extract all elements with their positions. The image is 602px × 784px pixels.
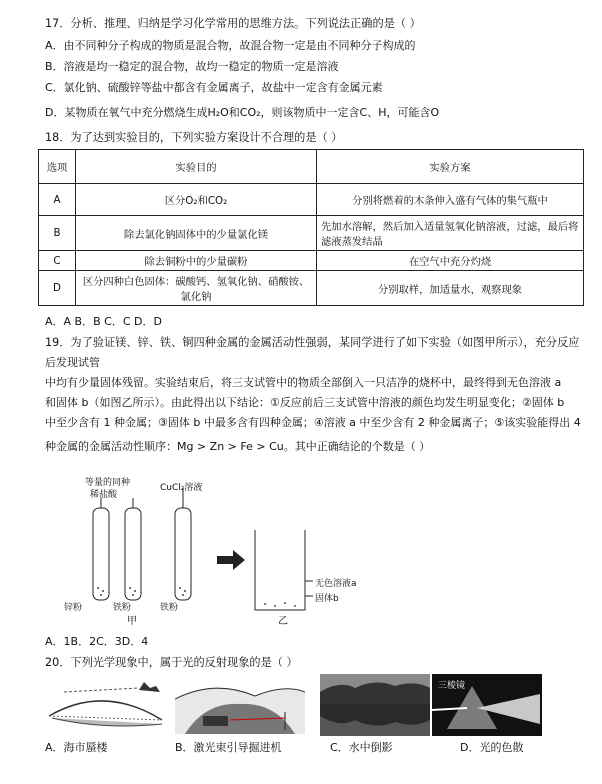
q19-line3: 中均有少量固体残留。实验结束后，将三支试管中的物质全部倒入一只洁净的烧杯中，最终得到无色溶液 a xyxy=(45,376,562,389)
table-cell: 分别将燃着的木条伸入盛有气体的集气瓶中 xyxy=(317,184,584,216)
q20-stem: 20．下列光学现象中，属于光的反射现象的是（ ） xyxy=(45,656,298,669)
table-cell: 除去氯化钠固体中的少量氯化镁 xyxy=(76,216,317,251)
mirage-image xyxy=(44,674,166,734)
q17-stem: 17．分析、推理、归纳是学习化学常用的思维方法。下列说法正确的是（ ） xyxy=(45,17,421,30)
q17-option-b: B．溶液是均一稳定的混合物，故均一稳定的物质一定是溶液 xyxy=(45,60,339,73)
test-tube-2 xyxy=(125,508,141,600)
table-cell: 区分O₂和CO₂ xyxy=(76,184,317,216)
q19-line2: 后发现试管 xyxy=(45,356,100,369)
q20-option-a: A．海市蜃楼 xyxy=(45,741,108,754)
q20-option-d: D．光的色散 xyxy=(460,741,524,754)
q17-option-d: D．某物质在氧气中充分燃烧生成H₂O和CO₂，则该物质中一定含C、H，可能含O xyxy=(45,106,440,119)
table-cell: C xyxy=(39,251,76,271)
q18-table xyxy=(38,149,584,306)
table-cell: A xyxy=(39,184,76,216)
arrow-icon xyxy=(217,550,245,570)
q19-line1: 19．为了验证镁、锌、铁、铜四种金属的金属活动性强弱，某同学进行了如下实验（如图甲所示），充分反应 xyxy=(45,336,580,349)
table-header-scheme: 实验方案 xyxy=(317,150,584,184)
q19-line5: 中至少含有 1 种金属；③固体 b 中最多含有四种金属；④溶液 a 中至少含有 2 种金属离子；⑤该实验能得出 4 xyxy=(45,416,581,429)
fig-label-zn: 锌粉 xyxy=(64,603,83,613)
solid-b-dots xyxy=(264,602,296,607)
prism-label: 三棱镜 xyxy=(438,681,466,691)
table-header-option: 选项 xyxy=(39,150,76,184)
fig-caption-jia: 甲 xyxy=(127,616,137,627)
fig-label-fe1: 铁粉 xyxy=(113,603,132,613)
table-cell: 除去铜粉中的少量碳粉 xyxy=(76,251,317,271)
fig-label-solution: 无色溶液a xyxy=(315,579,357,589)
fig-label-cucl2: CuCl₂溶液 xyxy=(160,483,203,493)
fig-label-fe2: 铁粉 xyxy=(160,603,179,613)
q17-option-a: A．由不同种分子构成的物质是混合物，故混合物一定是由不同种分子构成的 xyxy=(45,39,416,52)
table-cell: 在空气中充分灼烧 xyxy=(317,251,584,271)
table-cell: 先加水溶解，然后加入适量氢氧化钠溶液，过滤，最后将滤液蒸发结晶 xyxy=(317,216,584,251)
table-header-purpose: 实验目的 xyxy=(76,150,317,184)
laser-image xyxy=(175,674,305,734)
fig-caption-yi: 乙 xyxy=(278,616,288,627)
q19-line4: 和固体 b（如图乙所示）。由此得出以下结论：①反应前后三支试管中溶液的颜色均发生明显变化；②固体 b xyxy=(45,396,565,409)
table-cell: 分别取样，加适量水，观察现象 xyxy=(317,271,584,306)
q20-option-b: B．激光束引导掘进机 xyxy=(175,741,282,754)
beaker xyxy=(255,530,305,610)
fig-label-solid: 固体b xyxy=(315,594,339,604)
q18-options: A．A B．B C．C D．D xyxy=(45,315,162,328)
table-cell: B xyxy=(39,216,76,251)
table-cell: D xyxy=(39,271,76,306)
q19-line6: 种金属的金属活动性顺序：Mg > Zn > Fe > Cu。其中正确结论的个数是（ ） xyxy=(45,440,431,453)
table-cell: 区分四种白色固体：碳酸钙、氢氧化钠、硝酸铵、氯化钠 xyxy=(76,271,317,306)
q20-option-c: C．水中倒影 xyxy=(330,741,393,754)
test-tube-1 xyxy=(93,508,109,600)
fig-label-acid2: 稀盐酸 xyxy=(90,490,118,500)
q18-stem: 18．为了达到实验目的，下列实验方案设计不合理的是（ ） xyxy=(45,131,343,144)
q17-option-c: C．氯化钠、硫酸锌等盐中都含有金属离子，故盐中一定含有金属元素 xyxy=(45,81,383,94)
test-tube-3 xyxy=(175,508,191,600)
fig-label-acid: 等量的同种 xyxy=(85,478,131,488)
reflection-image xyxy=(320,674,430,736)
q19-options: A．1B．2C．3D．4 xyxy=(45,635,149,648)
